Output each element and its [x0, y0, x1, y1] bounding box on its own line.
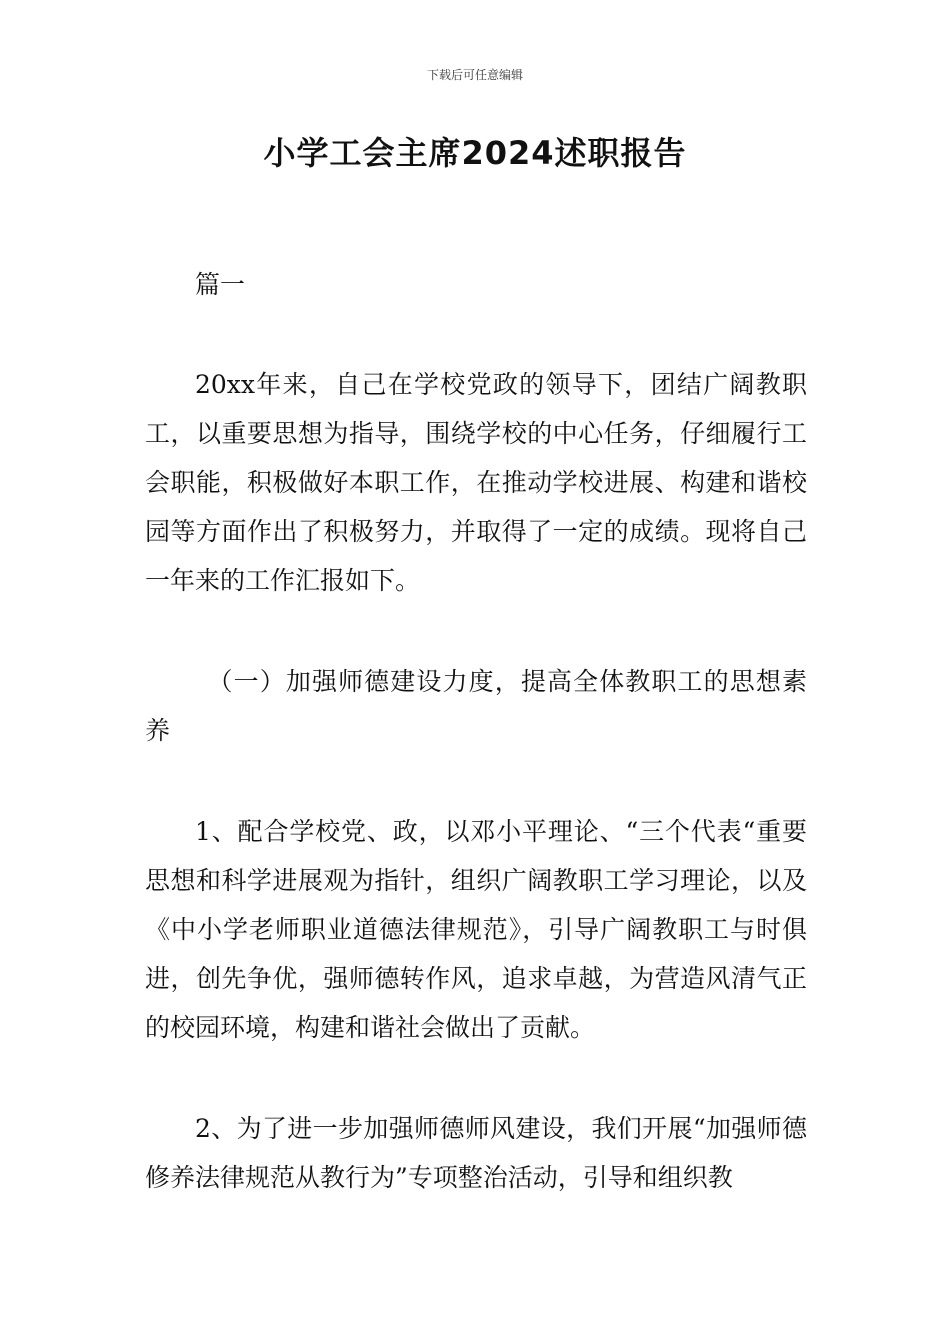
paragraph-intro: 20xx年来，自己在学校党政的领导下，团结广阔教职工，以重要思想为指导，围绕学校的中心任务，仔细履行工会职能，积极做好本职工作，在推动学校进展、构建和谐校园等方面作出了积极努力，并取得了一定的成绩。现将自己一年来的工作汇报如下。 [145, 370, 807, 595]
section-label: 篇一 [195, 270, 246, 299]
paragraph-subheading: （一）加强师德建设力度，提高全体教职工的思想素养 [145, 667, 807, 745]
paragraph-item-1: 1、配合学校党、政，以邓小平理论、“三个代表“重要思想和科学进展观为指针，组织广阔教职工学习理论，以及《中小学老师职业道德法律规范》，引导广阔教职工与时俱进，创先争优，强师德转作风，追求卓越，为营造风清气正的校园环境，构建和谐社会做出了贡献。 [145, 817, 807, 1042]
header-note: 下载后可任意编辑 [426, 68, 523, 82]
paragraph-item-2: 2、为了进一步加强师德师风建设，我们开展“加强师德修养法律规范从教行为”专项整治活动，引导和组织教 [145, 1114, 807, 1192]
document-title: 小学工会主席2024述职报告 [263, 134, 687, 172]
document-body [145, 260, 807, 1202]
